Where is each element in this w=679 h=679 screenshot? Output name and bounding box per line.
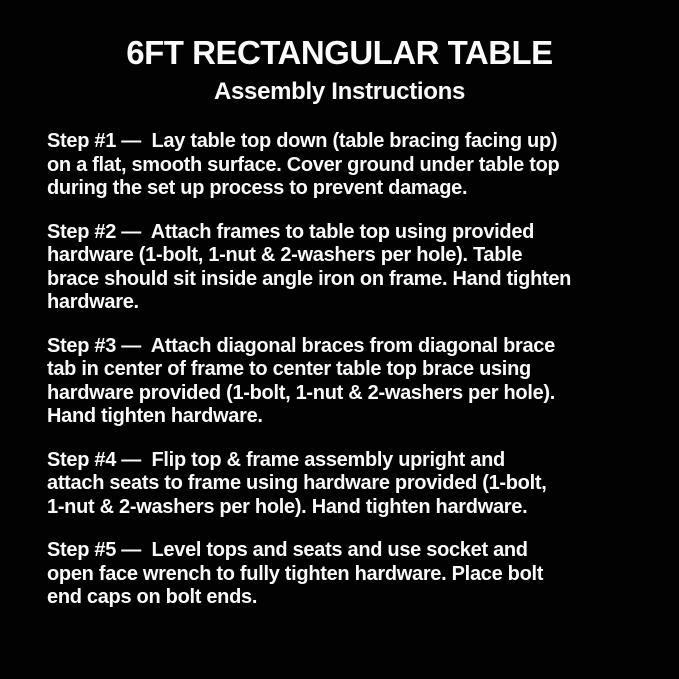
step-3-paragraph [47,335,643,429]
instruction-steps [0,106,679,610]
step-3-line: Step #3 — Attach diagonal braces from diagonal brace [47,334,555,357]
step-5-line: Step #5 — Level tops and seats and use socket and [47,539,528,561]
step-2-paragraph [47,221,643,315]
step-4-line: Step #4 — Flip top & frame assembly upright and [47,448,505,471]
step-1-line: Step #1 — Lay table top down (table bracing facing up) [47,130,558,152]
step-1-line: during the set up process to prevent damage. [47,177,468,199]
step-2-line: brace should sit inside angle iron on frame. Hand tighten [47,267,572,290]
step-4-paragraph [47,449,643,520]
step-4-line: attach seats to frame using hardware provided (1-bolt, [47,472,547,494]
step-2-line: Step #2 — Attach frames to table top using provided [47,220,535,243]
page-subtitle: Assembly Instructions [213,78,466,105]
step-2-line: hardware (1-bolt, 1-nut & 2-washers per hole). Table [47,244,523,266]
step-3-line: hardware provided (1-bolt, 1-nut & 2-washers per hole). [47,381,556,404]
step-5-line: end caps on bolt ends. [47,586,258,608]
header [0,0,679,106]
step-5-line: open face wrench to fully tighten hardware. Place bolt [47,562,544,585]
page-title: 6FT RECTANGULAR TABLE [126,34,553,71]
step-1-paragraph [47,130,643,201]
step-3-line: tab in center of frame to center table top brace using [47,358,531,380]
step-2-line: hardware. [47,291,139,313]
step-4-line: 1-nut & 2-washers per hole). Hand tighten hardware. [47,495,528,518]
step-1-line: on a flat, smooth surface. Cover ground under table top [47,153,560,176]
step-5-paragraph [47,539,643,610]
step-3-line: Hand tighten hardware. [47,405,263,427]
